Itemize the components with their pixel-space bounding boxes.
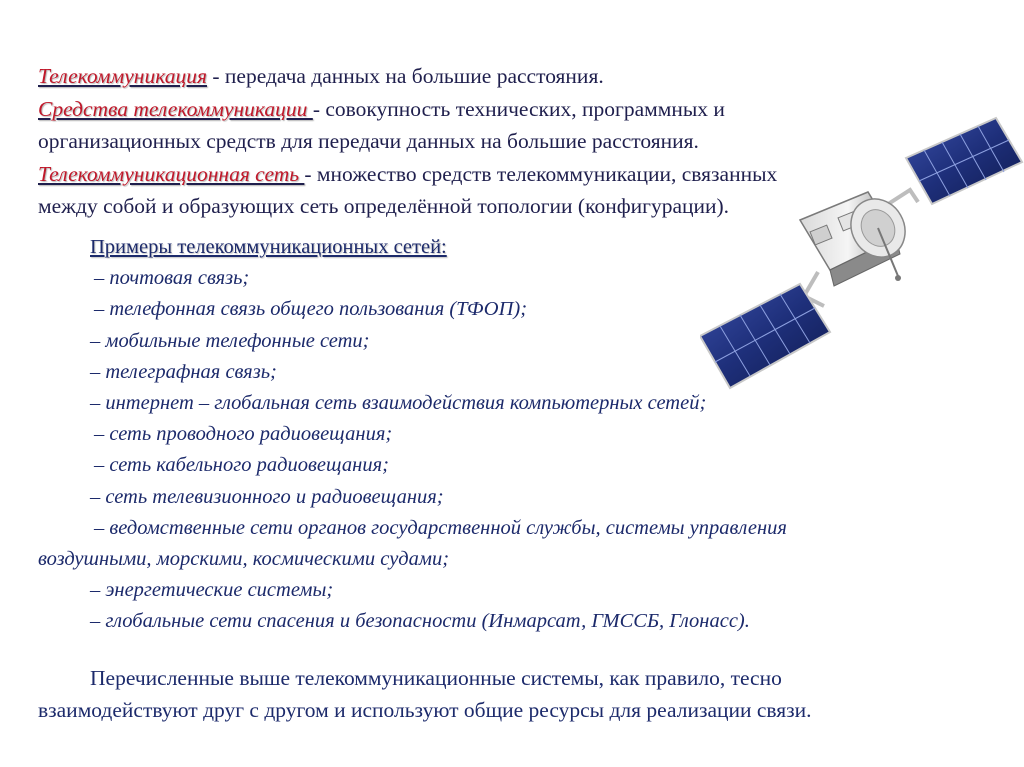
definition-text: между собой и образующих сеть определённой топологии (конфигурации). — [38, 194, 730, 218]
definitions-block — [38, 60, 938, 223]
list-item: – ведомственные сети органов государственной службы, системы управления — [94, 516, 787, 539]
conclusion-paragraph — [38, 662, 988, 726]
examples-block — [38, 232, 988, 638]
examples-heading: Примеры телекоммуникационных сетей: — [90, 236, 447, 258]
definition-line — [38, 60, 938, 93]
list-item: – энергетические системы; — [90, 579, 334, 602]
list-item: – телеграфная связь; — [90, 360, 277, 383]
list-item: – сеть телевизионного и радиовещания; — [90, 485, 444, 508]
definition-text: - передача данных на большие расстояния. — [206, 64, 604, 88]
list-item: – сеть кабельного радиовещания; — [94, 454, 389, 477]
list-item: – интернет – глобальная сеть взаимодействия компьютерных сетей; — [90, 392, 707, 415]
list-item: – мобильные телефонные сети; — [90, 329, 370, 352]
list-item: – глобальные сети спасения и безопасности (Инмарсат, ГМССБ, Глонасс). — [90, 610, 750, 633]
definition-line — [38, 93, 938, 126]
list-item: – сеть проводного радиовещания; — [94, 423, 393, 446]
list-item: – почтовая связь; — [94, 267, 250, 290]
definition-text: - множество средств телекоммуникации, связанных — [304, 161, 778, 186]
term-telecommunication: Телекоммуникация — [38, 64, 207, 88]
conclusion-line: Перечисленные выше телекоммуникационные системы, как правило, тесно — [90, 666, 782, 690]
list-item: – телефонная связь общего пользования (ТФОП); — [94, 298, 528, 321]
definition-text: организационных средств для передачи данных на большие расстояния. — [38, 129, 699, 153]
definition-line — [38, 158, 938, 191]
definition-line — [38, 125, 938, 158]
list-item: воздушными, морскими, космическими судами; — [38, 548, 450, 571]
definition-line — [38, 190, 938, 223]
conclusion-line: взаимодействуют друг с другом и используют общие ресурсы для реализации связи. — [38, 698, 812, 722]
definition-text: - совокупность технических, программных и — [312, 96, 725, 121]
term-telecom-network: Телекоммуникационная сеть — [38, 161, 305, 186]
term-telecom-means: Средства телекоммуникации — [38, 96, 313, 121]
